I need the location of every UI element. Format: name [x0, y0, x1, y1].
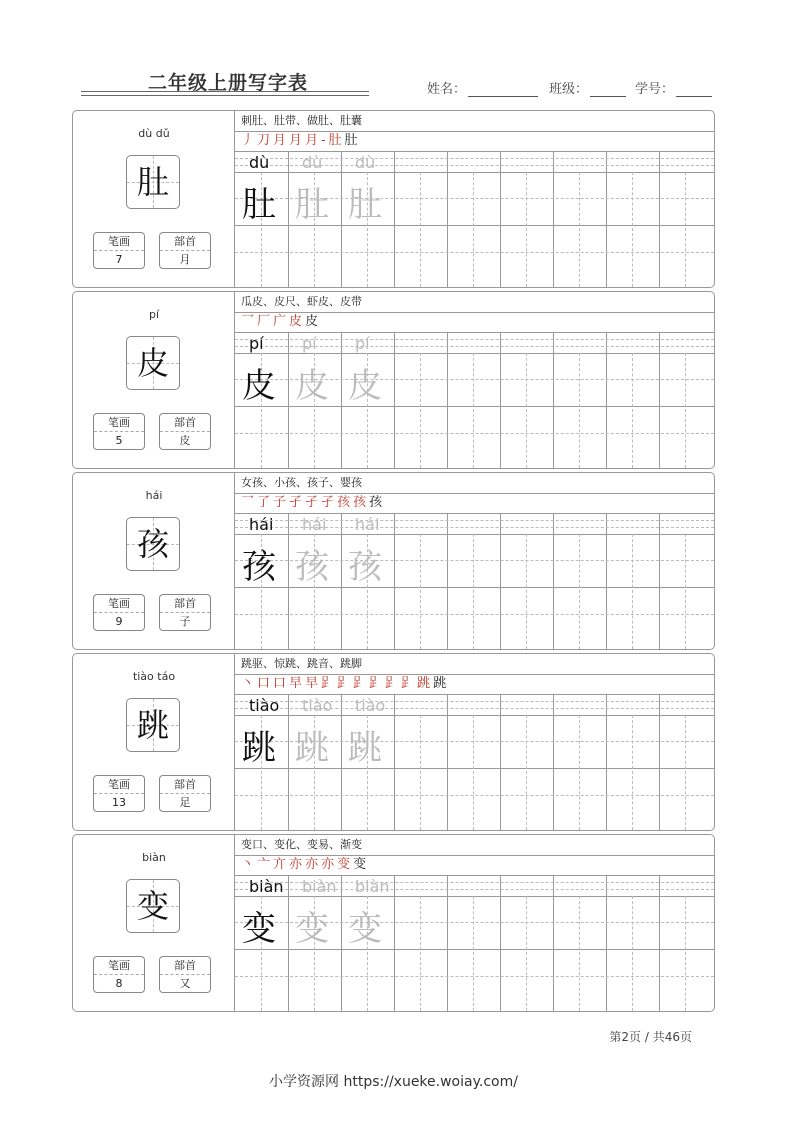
word-examples: 变口、变化、变易、渐变: [235, 835, 714, 856]
grid-pinyin: biàn: [302, 877, 337, 896]
stroke-step: 孑: [305, 495, 322, 510]
stroke-step: 孩: [353, 495, 370, 510]
grid-character: 肚: [295, 185, 329, 225]
radical-box: [159, 956, 211, 993]
character-info-panel: [73, 111, 235, 287]
grid-pinyin: tiào: [249, 696, 280, 715]
grid-center-vline: [579, 534, 580, 649]
character-display: [126, 336, 180, 390]
radical-label: 部首: [160, 233, 210, 251]
stroke-count-box: [93, 956, 145, 993]
stroke-step: 肚: [328, 133, 345, 148]
id-field[interactable]: [635, 78, 712, 97]
radical-box: [159, 594, 211, 631]
character-pinyin: pí: [148, 308, 160, 321]
grid-pinyin: dù: [302, 153, 323, 172]
stroke-order: [235, 312, 714, 333]
radical-label: 部首: [160, 776, 210, 794]
grid-center-vline: [579, 353, 580, 468]
stroke-step: 月: [289, 133, 306, 148]
grid-center-vline: [473, 172, 474, 287]
grid-center-vline: [420, 172, 421, 287]
grid-pinyin: biàn: [355, 877, 390, 896]
radical-box: [159, 413, 211, 450]
grid-pinyin: pí: [355, 334, 370, 353]
stroke-step: 𧾷: [401, 676, 418, 691]
grid-center-vline: [526, 534, 527, 649]
grid-center-vline: [420, 353, 421, 468]
stroke-step: 𧾷: [353, 676, 370, 691]
character-info-panel: [73, 292, 235, 468]
radical-value: 足: [179, 796, 191, 809]
grid-row-line: [235, 534, 714, 535]
radical-value: 又: [179, 977, 191, 990]
character-glyph: 跳: [136, 706, 169, 744]
page-title: 二年级上册写字表: [148, 72, 309, 94]
grid-character: 孩: [348, 547, 382, 587]
stroke-step: 亦: [305, 857, 322, 872]
footer-source: 小学资源网 https://xueke.woiay.com/: [269, 1074, 518, 1090]
grid-row-line: [235, 715, 714, 716]
grid-row-line: [235, 172, 714, 173]
grid-character: 皮: [295, 366, 329, 406]
grid-pinyin: dù: [249, 153, 270, 172]
writing-grid[interactable]: [235, 513, 714, 649]
stroke-step: 皮: [305, 314, 322, 329]
stroke-step: 皮: [289, 314, 306, 329]
name-blank[interactable]: [468, 82, 538, 97]
stroke-step: 亦: [321, 857, 338, 872]
character-card: [72, 291, 715, 469]
character-pinyin: hái: [145, 489, 163, 502]
stroke-count-box: [93, 232, 145, 269]
stroke-count-value: 9: [115, 615, 123, 628]
stroke-step: 月-: [305, 133, 329, 148]
stroke-count-label: 笔画: [94, 233, 144, 251]
class-blank[interactable]: [590, 82, 626, 97]
writing-grid[interactable]: [235, 332, 714, 468]
stroke-count-box: [93, 413, 145, 450]
character-info-panel: [73, 835, 235, 1011]
grid-pinyin: hái: [302, 515, 327, 534]
stroke-step: 早: [305, 676, 322, 691]
writing-grid[interactable]: [235, 875, 714, 1011]
grid-character: 跳: [348, 728, 382, 768]
grid-pinyin: tiào: [302, 696, 333, 715]
grid-center-vline: [579, 896, 580, 1011]
stroke-step: 孩: [337, 495, 354, 510]
stroke-order: [235, 855, 714, 876]
grid-center-vline: [526, 172, 527, 287]
character-glyph: 肚: [136, 163, 169, 201]
stroke-step: 口: [273, 676, 290, 691]
stroke-step: 亣: [273, 857, 290, 872]
name-label: 姓名：: [427, 82, 467, 97]
grid-pinyin: tiào: [355, 696, 386, 715]
grid-character: 皮: [348, 366, 382, 406]
stroke-order: [235, 131, 714, 152]
grid-center-vline: [473, 534, 474, 649]
grid-pinyin: dù: [355, 153, 376, 172]
grid-character: 皮: [242, 366, 276, 406]
stroke-step: 月: [273, 133, 290, 148]
stroke-step: 广: [273, 314, 290, 329]
grid-center-vline: [473, 353, 474, 468]
character-display: [126, 155, 180, 209]
writing-grid[interactable]: [235, 694, 714, 830]
page-number: 第2页 / 共46页: [609, 1030, 692, 1044]
radical-box: [159, 232, 211, 269]
writing-grid[interactable]: [235, 151, 714, 287]
grid-center-vline: [579, 715, 580, 830]
stroke-count-value: 8: [115, 977, 123, 990]
stroke-step: 跳: [433, 676, 450, 691]
stroke-step: 孑: [321, 495, 338, 510]
grid-center-vline: [632, 172, 633, 287]
radical-box: [159, 775, 211, 812]
stroke-count-label: 笔画: [94, 595, 144, 613]
name-field[interactable]: [427, 78, 538, 97]
character-pinyin: tiào táo: [132, 670, 176, 683]
stroke-step: 子: [273, 495, 290, 510]
stroke-step: 孩: [369, 495, 386, 510]
grid-center-vline: [473, 896, 474, 1011]
grid-center-vline: [526, 353, 527, 468]
grid-center-vline: [685, 534, 686, 649]
word-examples: 刺肚、肚带、做肚、肚囊: [235, 111, 714, 132]
stroke-step: 厂: [257, 314, 274, 329]
stroke-step: 变: [337, 857, 354, 872]
grid-center-vline: [632, 534, 633, 649]
radical-label: 部首: [160, 414, 210, 432]
stroke-count-value: 7: [115, 253, 123, 266]
stroke-step: 乛: [241, 314, 258, 329]
character-card: [72, 834, 715, 1012]
stroke-step: 肚: [344, 133, 361, 148]
grid-character: 变: [242, 909, 276, 949]
grid-center-line: [235, 252, 714, 253]
grid-center-vline: [685, 896, 686, 1011]
radical-value: 皮: [179, 434, 191, 447]
stroke-step: 乛: [241, 495, 258, 510]
stroke-step: 刀: [257, 133, 274, 148]
character-card: [72, 653, 715, 831]
grid-center-vline: [685, 353, 686, 468]
stroke-step: 亦: [289, 857, 306, 872]
class-label: 班级：: [549, 82, 589, 97]
character-info-panel: [73, 654, 235, 830]
grid-pinyin: pí: [302, 334, 317, 353]
id-label: 学号：: [635, 82, 675, 97]
stroke-step: 𧾷: [337, 676, 354, 691]
grid-pinyin: biàn: [249, 877, 284, 896]
title-underline: [81, 95, 369, 96]
grid-center-vline: [473, 715, 474, 830]
stroke-step: 早: [289, 676, 306, 691]
stroke-step: 亠: [257, 857, 274, 872]
word-examples: 瓜皮、皮尺、虾皮、皮带: [235, 292, 714, 313]
grid-center-vline: [685, 172, 686, 287]
stroke-count-value: 5: [115, 434, 123, 447]
grid-center-vline: [526, 715, 527, 830]
character-glyph: 孩: [136, 525, 169, 563]
stroke-step: 𧾷: [369, 676, 386, 691]
character-display: [126, 698, 180, 752]
word-examples: 跳驱、惊跳、跳音、跳脚: [235, 654, 714, 675]
character-glyph: 皮: [136, 344, 169, 382]
radical-value: 子: [179, 615, 191, 628]
character-info-panel: [73, 473, 235, 649]
character-pinyin: biàn: [142, 851, 166, 864]
grid-character: 变: [348, 909, 382, 949]
grid-center-line: [235, 976, 714, 977]
stroke-count-label: 笔画: [94, 957, 144, 975]
grid-center-vline: [632, 715, 633, 830]
grid-center-vline: [420, 896, 421, 1011]
stroke-step: 𧾷: [321, 676, 338, 691]
grid-pinyin: hái: [249, 515, 274, 534]
stroke-step: 口: [257, 676, 274, 691]
character-display: [126, 879, 180, 933]
grid-pinyin: hái: [355, 515, 380, 534]
stroke-step: 了: [257, 495, 274, 510]
grid-center-vline: [632, 896, 633, 1011]
grid-row-line: [235, 896, 714, 897]
radical-value: 月: [179, 253, 191, 266]
stroke-order: [235, 493, 714, 514]
grid-character: 变: [295, 909, 329, 949]
radical-label: 部首: [160, 957, 210, 975]
grid-center-line: [235, 433, 714, 434]
character-glyph: 变: [136, 887, 169, 925]
stroke-step: 丿: [241, 133, 258, 148]
character-card: [72, 472, 715, 650]
grid-character: 肚: [242, 185, 276, 225]
grid-character: 孩: [295, 547, 329, 587]
class-field[interactable]: [549, 78, 626, 97]
grid-center-line: [235, 795, 714, 796]
character-pinyin: dù dǔ: [138, 127, 170, 140]
word-examples: 女孩、小孩、孩子、婴孩: [235, 473, 714, 494]
stroke-count-value: 13: [112, 796, 126, 809]
grid-center-vline: [420, 534, 421, 649]
grid-center-line: [235, 614, 714, 615]
grid-row-line: [235, 353, 714, 354]
grid-center-vline: [526, 896, 527, 1011]
grid-character: 跳: [242, 728, 276, 768]
stroke-step: 变: [353, 857, 370, 872]
stroke-step: 𧾷: [385, 676, 402, 691]
stroke-order: [235, 674, 714, 695]
grid-center-vline: [685, 715, 686, 830]
grid-character: 肚: [348, 185, 382, 225]
stroke-count-box: [93, 775, 145, 812]
grid-character: 跳: [295, 728, 329, 768]
stroke-step: 丶: [241, 676, 258, 691]
stroke-step: 跳: [417, 676, 434, 691]
grid-character: 孩: [242, 547, 276, 587]
character-display: [126, 517, 180, 571]
stroke-step: 孑: [289, 495, 306, 510]
stroke-step: 丶: [241, 857, 258, 872]
grid-pinyin: pí: [249, 334, 264, 353]
title-underline: [81, 91, 369, 92]
grid-center-vline: [632, 353, 633, 468]
character-card: [72, 110, 715, 288]
stroke-count-label: 笔画: [94, 776, 144, 794]
grid-center-vline: [579, 172, 580, 287]
radical-label: 部首: [160, 595, 210, 613]
stroke-count-box: [93, 594, 145, 631]
grid-center-vline: [420, 715, 421, 830]
stroke-count-label: 笔画: [94, 414, 144, 432]
id-blank[interactable]: [676, 82, 712, 97]
